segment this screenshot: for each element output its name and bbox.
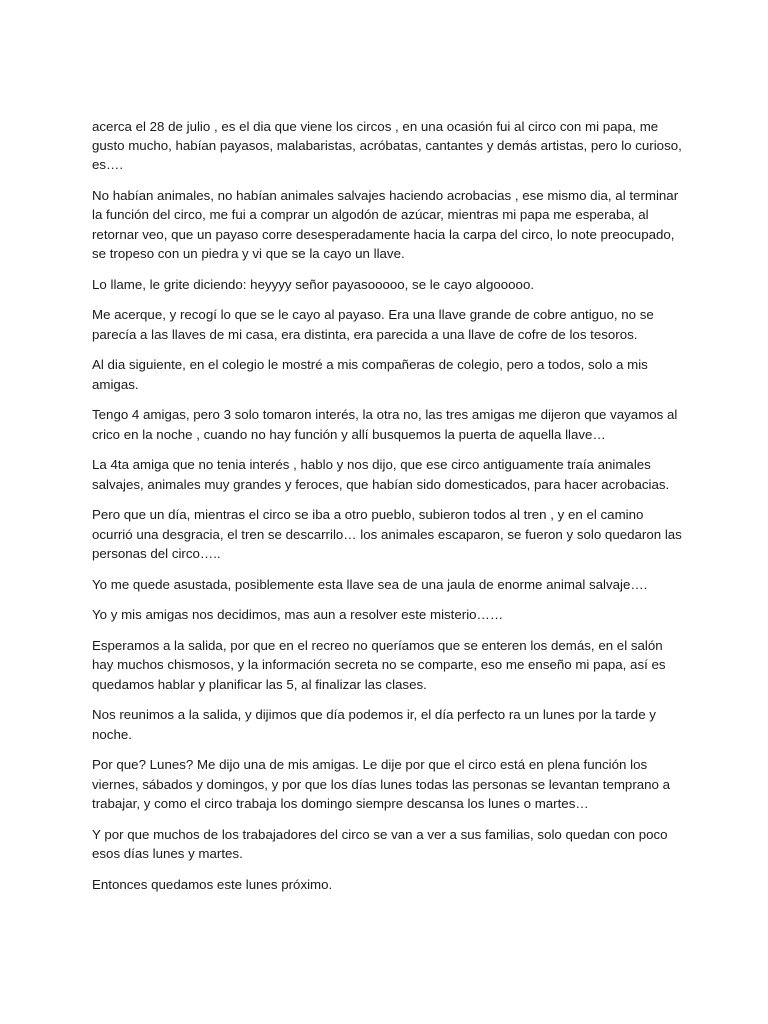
paragraph: Esperamos a la salida, por que en el recreo no queríamos que se enteren los demás, en el salón hay muchos chismosos, y la información secreta no se comparte, eso me enseño mi papa, así es quedamos hablar y planificar las 5, al finalizar las clases. xyxy=(92,638,666,692)
paragraph: Tengo 4 amigas, pero 3 solo tomaron interés, la otra no, las tres amigas me dijeron que vayamos al crico en la noche , cuando no hay función y allí busquemos la puerta de aquella llave… xyxy=(92,407,678,442)
paragraph: No habían animales, no habían animales salvajes haciendo acrobacias , ese mismo dia, al terminar la función del circo, me fui a comprar un algodón de azúcar, mientras mi papa me esperaba, al retornar veo, que un payaso corre desesperadamente hacia la carpa del circo, lo note preocupado, se tropeso con un piedra y vi que se la cayo un llave. xyxy=(92,188,679,261)
paragraph: Me acerque, y recogí lo que se le cayo al payaso. Era una llave grande de cobre antiguo, no se parecía a las llaves de mi casa, era distinta, era parecida a una llave de cofre de los tesoros. xyxy=(92,307,654,342)
paragraph: Al dia siguiente, en el colegio le mostré a mis compañeras de colegio, pero a todos, solo a mis amigas. xyxy=(92,357,648,392)
paragraph: La 4ta amiga que no tenia interés , hablo y nos dijo, que ese circo antiguamente traía animales salvajes, animales muy grandes y feroces, que habían sido domesticados, para hacer acrobacias. xyxy=(92,457,670,492)
paragraph: Nos reunimos a la salida, y dijimos que día podemos ir, el día perfecto ra un lunes por la tarde y noche. xyxy=(92,707,656,742)
paragraph: Yo y mis amigas nos decidimos, mas aun a resolver este misterio…… xyxy=(92,607,504,623)
paragraph: Lo llame, le grite diciendo: heyyyy señor payasooooo, se le cayo algooooo. xyxy=(92,276,535,292)
paragraph: Entonces quedamos este lunes próximo. xyxy=(92,876,333,892)
paragraph: Y por que muchos de los trabajadores del circo se van a ver a sus familias, solo quedan con poco esos días lunes y martes. xyxy=(92,826,668,861)
paragraph: Por que? Lunes? Me dijo una de mis amigas. Le dije por que el circo está en plena función los viernes, sábados y domingos, y por que los días lunes todas las personas se levantan temprano a trabajar, y como el circo trabaja los domingo siempre descansa los lunes o martes… xyxy=(92,757,671,811)
paragraph: Pero que un día, mientras el circo se iba a otro pueblo, subieron todos al tren , y en el camino ocurrió una desgracia, el tren se descarrilo… los animales escaparon, se fueron y solo quedaron las personas del circo….. xyxy=(92,507,682,561)
document-body xyxy=(92,117,682,905)
paragraph: Yo me quede asustada, posiblemente esta llave sea de una jaula de enorme animal salvaje…. xyxy=(92,576,648,592)
paragraph: acerca el 28 de julio , es el dia que viene los circos , en una ocasión fui al circo con mi papa, me gusto mucho, habían payasos, malabaristas, acróbatas, cantantes y demás artistas, pero lo curioso, es…. xyxy=(92,119,682,173)
